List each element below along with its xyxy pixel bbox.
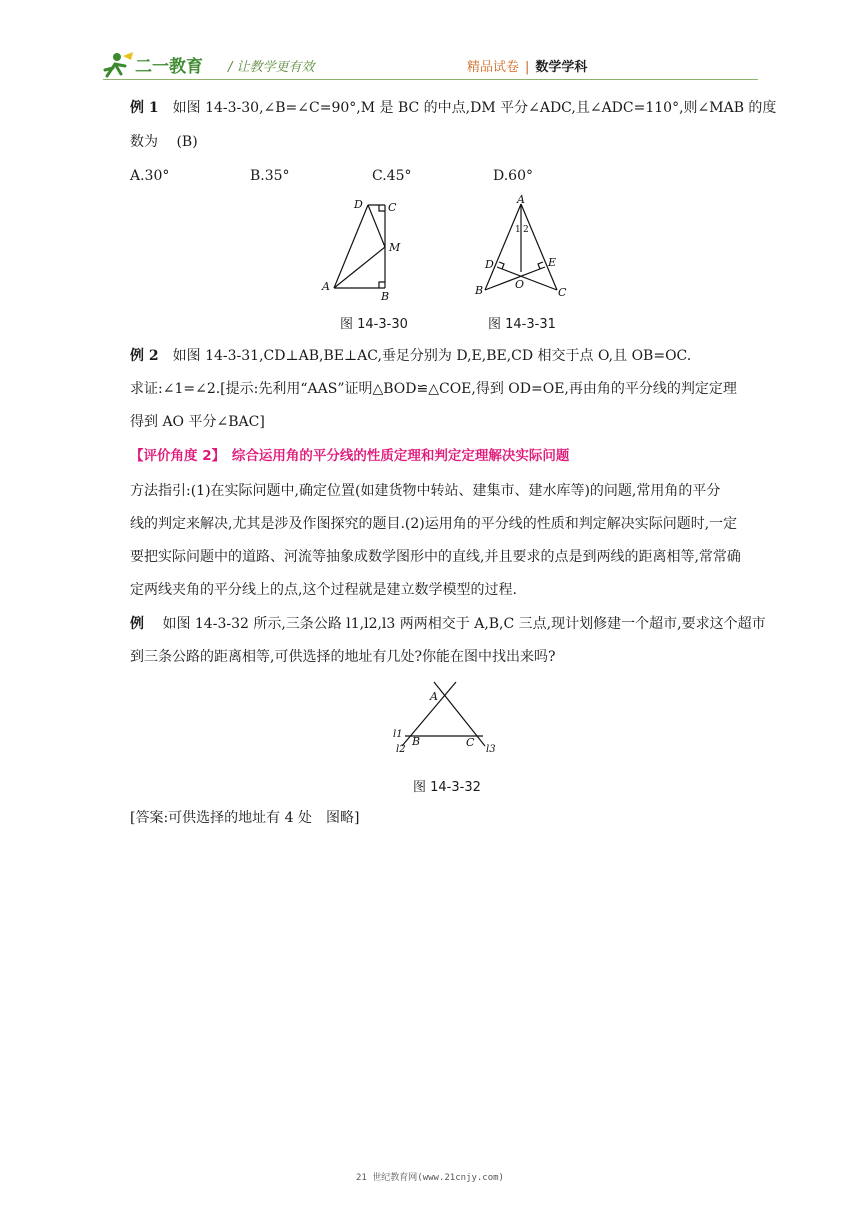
fig31-label-e: E <box>548 256 557 269</box>
figure-14-3-32 <box>390 680 500 760</box>
header-right <box>467 56 587 75</box>
figure-14-3-30-caption: 图 14-3-30 <box>340 317 408 332</box>
header-slogan: / 让教学更有效 <box>228 60 315 75</box>
method-line3: 要把实际问题中的道路、河流等抽象成数学图形中的直线,并且要求的点是到两线的距离相等,常常确 <box>130 549 741 565</box>
fig32-label-a: A <box>430 690 438 703</box>
example3-text: 如图 14-3-32 所示,三条公路 l1,l2,l3 两两相交于 A,B,C 三点,现计划修建一个超市,要求这个超市 <box>162 616 766 632</box>
fig31-label-d: D <box>485 258 494 271</box>
fig31-label-o: O <box>515 278 525 291</box>
example1-line1 <box>130 98 776 118</box>
method-line4: 定两线夹角的平分线上的点,这个过程就是建立数学模型的过程. <box>130 582 517 598</box>
fig30-label-b: B <box>381 290 390 302</box>
figure-14-3-31 <box>470 192 580 302</box>
section-heading: 【评价角度 2】 综合运用角的平分线的性质定理和判定定理解决实际问题 <box>130 448 570 464</box>
figure-14-3-32-caption: 图 14-3-32 <box>413 780 481 795</box>
answer-text: [答案:可供选择的地址有 4 处 图略] <box>130 810 360 826</box>
option-c: C.45° <box>372 168 412 184</box>
example2-line3: 得到 AO 平分∠BAC] <box>130 414 265 430</box>
option-b: B.35° <box>250 168 290 184</box>
fig31-label-b: B <box>475 284 484 297</box>
example2-label: 例 2 <box>130 348 159 364</box>
method-line1: 方法指引:(1)在实际问题中,确定位置(如建货物中转站、建集市、建水库等)的问题,常用角的平分 <box>130 483 721 499</box>
example3-label: 例 <box>130 616 144 632</box>
fig30-label-c: C <box>388 201 397 214</box>
example1-line2: 数为 (B) <box>130 134 198 150</box>
fig32-label-l2: l2 <box>396 744 406 755</box>
method-line2: 线的判定来解决,尤其是涉及作图探究的题目.(2)运用角的平分线的性质和判定解决实际问题时,一定 <box>130 516 738 532</box>
logo-text: 二一教育 <box>135 57 203 77</box>
example2-line1 <box>130 346 691 366</box>
fig30-label-d: D <box>354 198 363 211</box>
option-d: D.60° <box>493 168 533 184</box>
fig31-label-c: C <box>558 286 567 299</box>
example3-line1 <box>130 614 766 634</box>
example1-label: 例 1 <box>130 100 159 116</box>
fig32-label-c: C <box>466 736 475 749</box>
example3-line2: 到三条公路的距离相等,可供选择的地址有几处?你能在图中找出来吗? <box>130 649 556 665</box>
brand-logo <box>103 50 223 80</box>
header-separator: | <box>525 60 530 75</box>
fig32-label-l3: l3 <box>486 744 496 755</box>
figure-14-3-30 <box>318 194 408 302</box>
header-subject: 数学学科 <box>535 60 588 75</box>
footer-source: 21 世纪教育网(www.21cnjy.com) <box>356 1173 504 1183</box>
example1-text: 如图 14-3-30,∠B=∠C=90°,M 是 BC 的中点,DM 平分∠ADC,且∠ADC=110°,则∠MAB 的度 <box>172 100 777 116</box>
example2-line2: 求证:∠1=∠2.[提示:先利用“AAS”证明△BOD≌△COE,得到 OD=OE,再由角的平分线的判定定理 <box>130 381 737 397</box>
example2-text: 如图 14-3-31,CD⊥AB,BE⊥AC,垂足分别为 D,E,BE,CD 相交于点 O,且 OB=OC. <box>172 348 692 364</box>
fig31-label-2: 2 <box>523 225 529 235</box>
figure-14-3-31-caption: 图 14-3-31 <box>488 317 556 332</box>
fig31-label-1: 1 <box>515 225 521 235</box>
header-divider <box>103 79 758 80</box>
fig30-label-a: A <box>322 280 330 293</box>
header-badge: 精品试卷 <box>467 60 520 75</box>
option-a: A.30° <box>130 168 170 184</box>
fig32-label-b: B <box>412 735 421 748</box>
fig32-label-l1: l1 <box>393 729 403 740</box>
fig30-label-m: M <box>389 241 401 254</box>
fig31-label-a: A <box>517 193 525 206</box>
